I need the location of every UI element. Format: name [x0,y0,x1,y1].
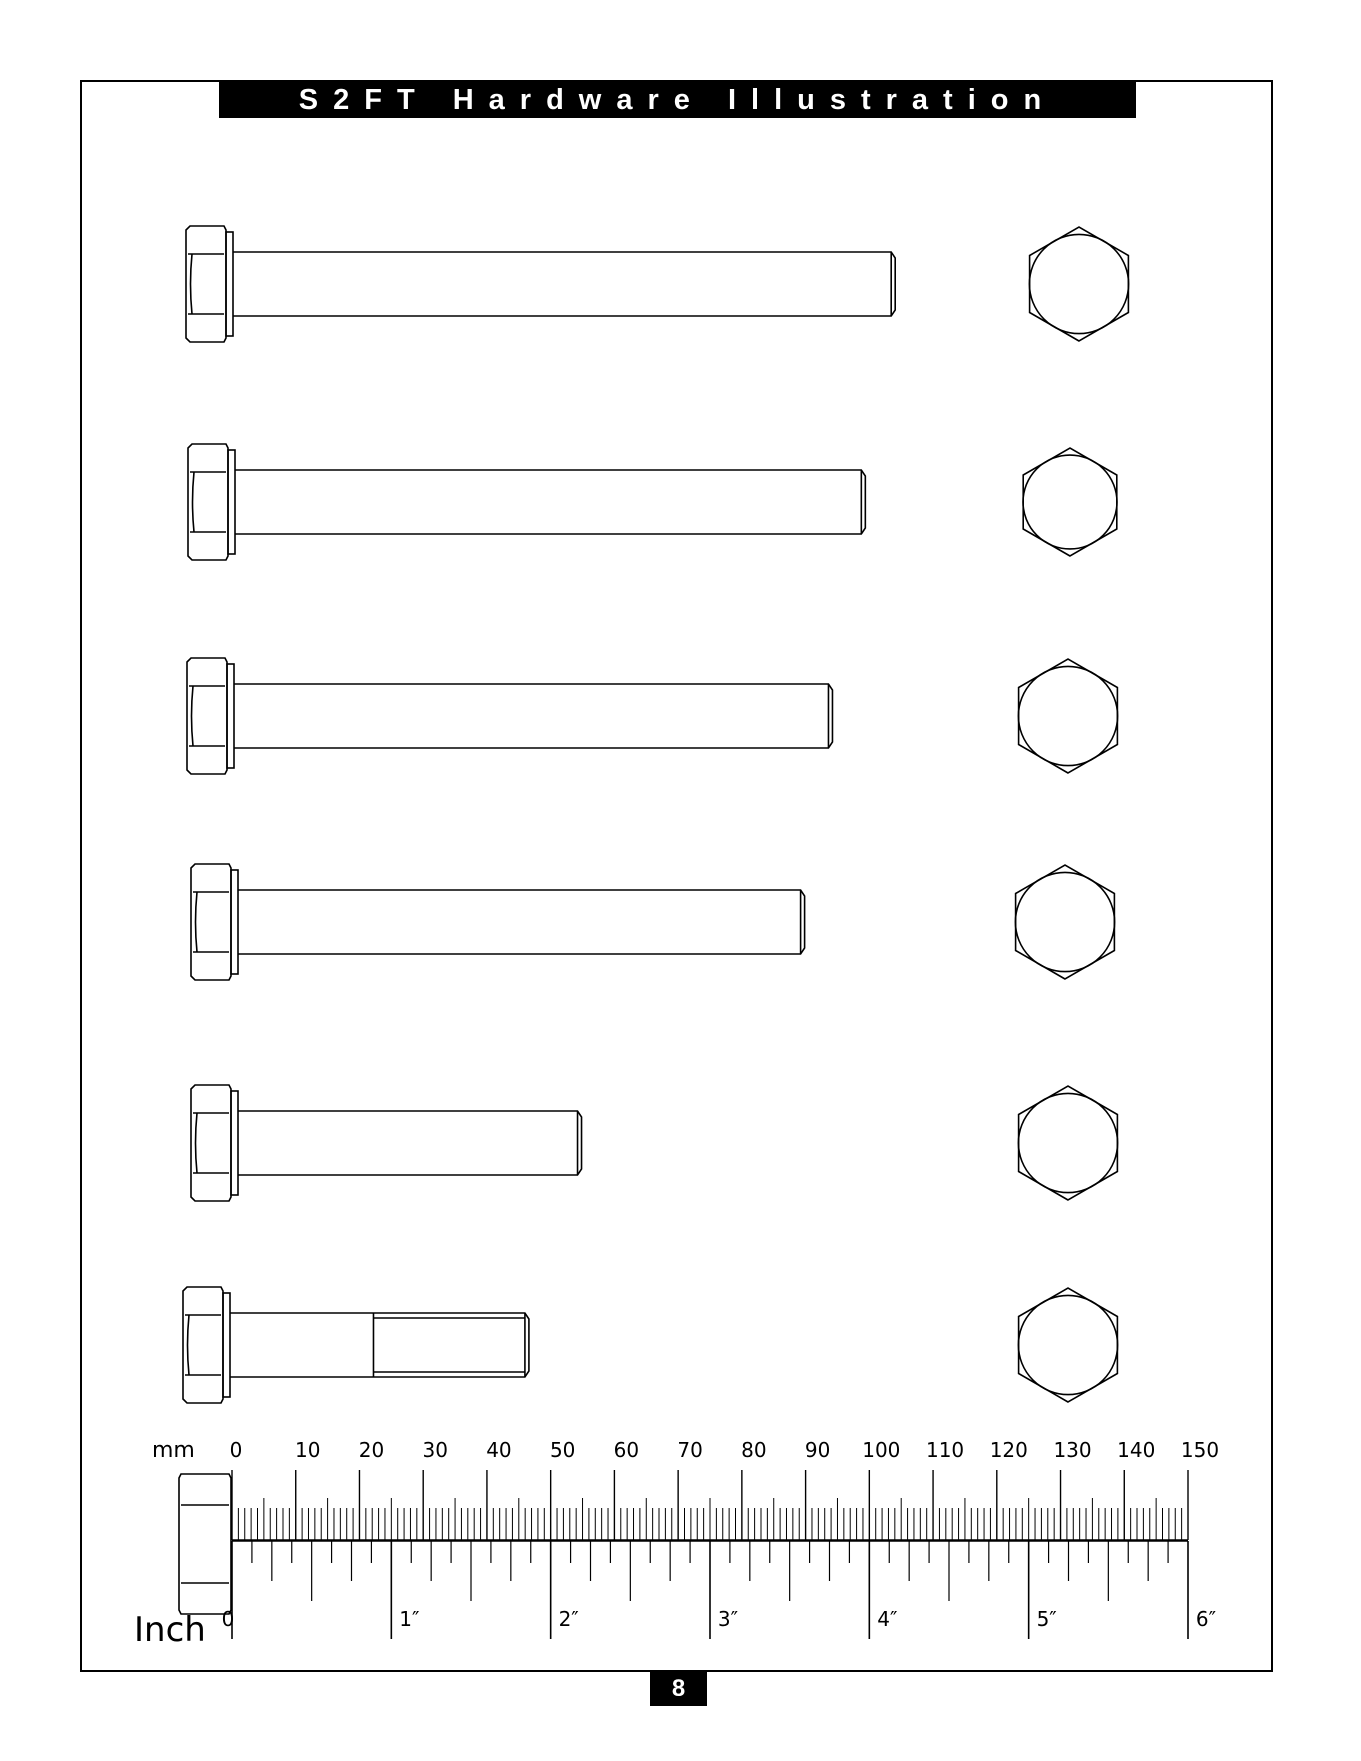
bolt-shank [234,684,832,748]
inch-tick-label: 1″ [399,1607,420,1631]
bolt-shank [238,890,805,954]
bolt-washer-face [226,232,233,336]
bolt-shank [230,1313,529,1377]
head-curve [192,686,194,746]
head-curve [188,1315,190,1375]
bolt-3-end-view [1018,659,1117,773]
inch-tick-label: 0 [221,1607,235,1631]
page-number: 8 [650,1672,707,1706]
mm-tick-label: 70 [677,1438,703,1462]
bolt-head [191,864,231,980]
bolt-6-end-view [1018,1288,1117,1402]
bolt-shank [235,470,865,534]
mm-tick-label: 120 [989,1438,1028,1462]
bolt-end-circle [1018,1295,1117,1394]
head-curve [196,892,198,952]
bolt-end-views [1015,227,1128,1402]
bolt-end-circle [1018,1093,1117,1192]
bolt-end-circle [1029,234,1128,333]
mm-tick-label: 20 [358,1438,385,1462]
mm-tick-label: 80 [741,1438,767,1462]
mm-tick-label: 110 [925,1438,965,1462]
inch-tick-label: 2″ [558,1607,579,1631]
bolt-1 [186,226,895,342]
bolt-1-end-view [1029,227,1128,341]
bolt-washer-face [231,1091,238,1195]
mm-tick-label: 0 [229,1438,243,1462]
bolt-shank [233,252,895,316]
ruler-head-outline [179,1474,231,1614]
measuring-ruler [134,1438,1219,1650]
bolt-washer-face [223,1293,230,1397]
bolt-head [191,1085,231,1201]
mm-tick-label: 60 [613,1438,640,1462]
bolt-end-hexagon [1019,1288,1118,1402]
bolt-end-hexagon [1019,1086,1118,1200]
bolt-washer-face [231,870,238,974]
inch-tick-label: 4″ [877,1607,898,1631]
bolt-5 [191,1085,582,1201]
bolt-head [186,226,226,342]
bolt-4-end-view [1015,865,1114,979]
inch-tick-label: 3″ [717,1607,739,1631]
page-title: S2FT Hardware Illustration [219,82,1136,118]
mm-tick-label: 150 [1180,1438,1220,1462]
ruler-bolt-head [179,1474,231,1614]
mm-tick-label: 30 [422,1438,448,1462]
bolts-layer [183,226,895,1403]
bolt-end-circle [1018,666,1117,765]
bolt-end-hexagon [1019,659,1118,773]
mm-tick-label: 130 [1053,1438,1092,1462]
head-curve [191,254,193,314]
bolt-2 [188,444,865,560]
mm-tick-label: 90 [804,1438,831,1462]
mm-tick-label: 40 [486,1438,512,1462]
head-curve [196,1113,198,1173]
mm-tick-label: 100 [862,1438,901,1462]
bolt-end-hexagon [1016,865,1115,979]
bolt-3 [187,658,832,774]
mm-tick-label: 10 [295,1438,321,1462]
bolt-head [187,658,227,774]
bolt-end-circle [1015,872,1114,971]
bolt-shank [238,1111,582,1175]
bolt-washer-face [228,450,235,554]
head-curve [193,472,195,532]
bolt-2-end-view [1023,448,1117,556]
bolt-5-end-view [1018,1086,1117,1200]
bolt-6 [183,1287,529,1403]
bolt-end-hexagon [1030,227,1129,341]
bolt-washer-face [227,664,234,768]
bolt-head [188,444,228,560]
inch-tick-label: 6″ [1195,1607,1217,1631]
mm-tick-label: 140 [1117,1438,1156,1462]
inch-tick-label: 5″ [1036,1607,1057,1631]
bolt-end-circle [1023,455,1117,549]
bolt-end-hexagon [1023,448,1117,556]
bolt-head [183,1287,223,1403]
ruler-mm-unit-label: mm [152,1438,195,1463]
bolt-4 [191,864,805,980]
mm-tick-label: 50 [549,1438,576,1462]
ruler-inch-unit-label: Inch [134,1610,206,1650]
